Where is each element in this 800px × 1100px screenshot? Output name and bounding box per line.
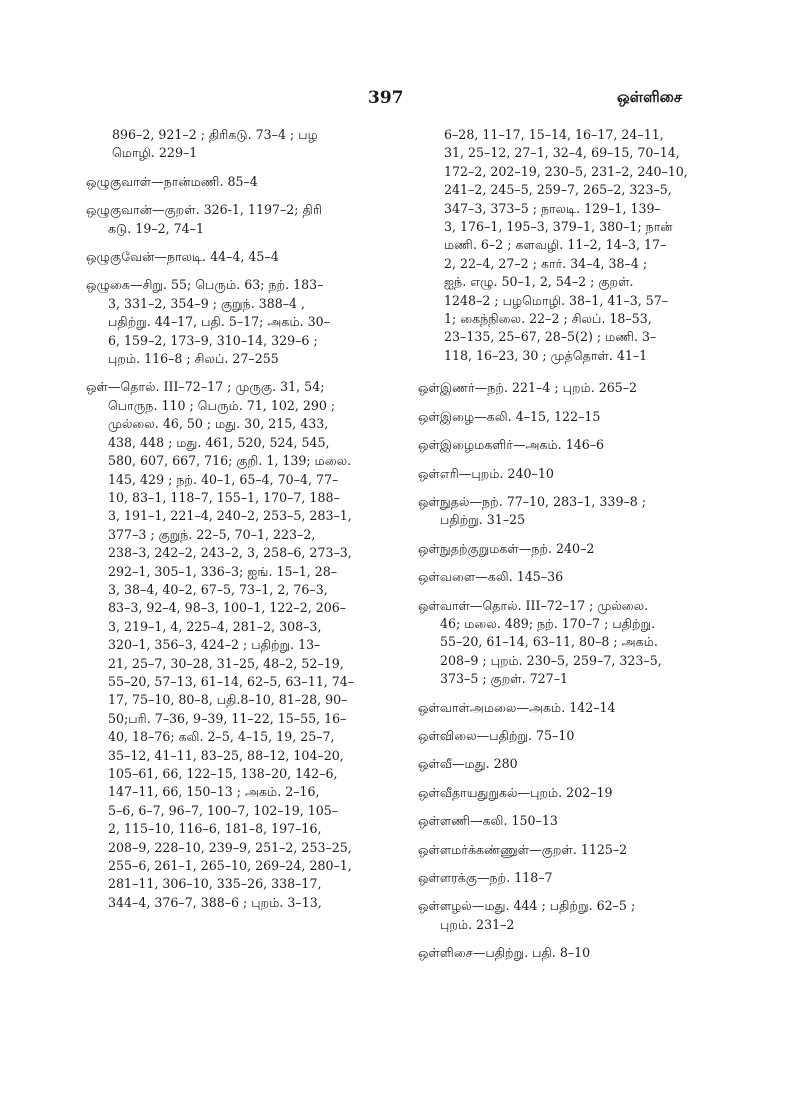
left-column — [86, 126, 386, 922]
index-entry: ஒள்ளிசை—பதிற்று. பதி. 8–10 — [418, 945, 591, 961]
index-entry: ஒள்ளமர்க்கண்ணுள்—குறள். 1125–2 — [418, 841, 628, 857]
page-header — [0, 88, 800, 118]
index-entry: ஒழுகுவான்—குறள். 326-1, 1197–2; திரி கடு. 19–2, 74–1 — [86, 202, 322, 236]
index-entry: ஒள்நுதல்—நற். 77–10, 283–1, 339–8 ; பதிற்று. 31–25 — [418, 493, 647, 528]
index-entry-continuation: 6–28, 11–17, 15–14, 16–17, 24–11, 31, 25–12, 27–1, 32–4, 69–15, 70–14, 172–2, 202–19, 230–5, 231–2, 240–10, 241–2, 245–5, 259–7, 265–2, 323–5, 347–3, 373–5 ; நாலடி. 129–1, 139– 3, 176–1, 195–3, 379–1, 380–1; நான் மணி. 6–2 ; களவழி. 11–2, 14–3, 17– 2, 22–4, 27–2 ; கார். 34–4, 38–4 ; ஐந். எழு. 50–1, 2, 54–2 ; குறள். 1248–2 ; பழமொழி. 38–1, 41–3, 57– 1; கைந்நிலை. 22–2 ; சிலப். 18–53, 23–135, 25–67, 28–5(2) ; மணி. 3– 118, 16–23, 30 ; முத்தொள். 41–1 — [444, 127, 688, 363]
index-entry: ஒள்வளை—கலி. 145–36 — [418, 569, 564, 585]
right-column — [418, 126, 708, 973]
index-entry: ஒள்ளரக்கு—நற். 118–7 — [418, 870, 553, 885]
index-entry: ஒள்வீதாயதுறுகல்—புறம். 202–19 — [418, 784, 613, 800]
index-entry: ஒள்இழைமகளிர்—அகம். 146–6 — [418, 437, 605, 453]
index-entry: ஒள்நுதற்குறுமகள்—நற். 240–2 — [418, 540, 595, 556]
index-entry: ஒள்வீ—மது. 280 — [418, 756, 518, 772]
page-number: 397 — [368, 88, 404, 108]
index-entry: ஒள்—தொல். III–72–17 ; முருகு. 31, 54; பொருந. 110 ; பெரும். 71, 102, 290 ; முல்லை. 46, 50 ; மது. 30, 215, 433, 438, 448 ; மது. 461, 520, 524, 545, 580, 607, 667, 716; குறி. 1, 139; மலை. 145, 429 ; நற். 40–1, 65–4, 70–4, 77– 10, 83–1, 118–7, 155–1, 170–7, 188– 3, 191–1, 221–4, 240–2, 253–5, 283–1, 377–3 ; குறுந். 22–5, 70–1, 223–2, 238–3, 242–2, 243–2, 3, 258–6, 273–3, 292–1, 305–1, 336–3; ஐங். 15–1, 28– 3, 38–4, 40–2, 67–5, 73–1, 2, 76–3, 83–3, 92–4, 98–3, 100–1, 122–2, 206– 3, 219–1, 4, 225–4, 281–2, 308–3, 320–1, 356–3, 424–2 ; பதிற்று. 13– 21, 25–7, 30–28, 31–25, 48–2, 52–19, 55–20, 57–13, 61–14, 62–5, 63–11, 74– 17, 75–10, 80–8, பதி.8–10, 81–28, 90– 50;பரி. 7–36, 9–39, 11–22, 15–55, 16– 40, 18–76; கலி. 2–5, 4–15, 19, 25–7, 35–12, 41–11, 83–25, 88–12, 104–20, 105–61, 66, 122–15, 138–20, 142–6, 147–11, 66, 150–13 ; அகம். 2–16, 5–6, 6–7, 96–7, 100–7, 102–19, 105– 2, 115–10, 116–6, 181–8, 197–16, 208–9, 228–10, 239–9, 251–2, 253–25, 255–6, 261–1, 265–10, 269–24, 280–1, 281–11, 306–10, 335–26, 338–17, 344–4, 376–7, 388–6 ; புறம். 3–13, — [86, 379, 355, 910]
running-head: ஒள்ளிசை — [617, 88, 683, 106]
index-entry: ஒள்வாள்அமலை—அகம். 142–14 — [418, 699, 616, 715]
index-entry: ஒள்வாள்—தொல். III–72–17 ; முல்லை. 46; மலை. 489; நற். 170–7 ; பதிற்று. 55–20, 61–14, 63–11, 80–8 ; அகம். 208–9 ; புறம். 230–5, 259–7, 323–5, 373–5 ; குறள். 727–1 — [418, 597, 662, 687]
index-entry: ஒள்இணர்—நற். 221–4 ; புறம். 265–2 — [418, 380, 638, 396]
index-entry: ஒள்ளழல்—மது. 444 ; பதிற்று. 62–5 ; புறம். 231–2 — [418, 898, 636, 932]
index-entry: ஒழுகை—சிறு. 55; பெரும். 63; நற். 183– 3, 331–2, 354–9 ; குறுந். 388–4 , பதிற்று. 44–17, பதி. 5–17; அகம். 30– 6, 159–2, 173–9, 310–14, 329–6 ; புறம். 116–8 ; சிலப். 27–255 — [86, 277, 330, 367]
index-entry: ஒழுகுவேன்—நாலடி. 44–4, 45–4 — [86, 249, 279, 265]
index-entry: ஒள்எரி—புறம். 240–10 — [418, 465, 554, 481]
index-entry-continuation: 896–2, 921–2 ; திரிகடு. 73–4 ; பழ மொழி. 229–1 — [112, 127, 318, 161]
index-entry: ஒள்இழை—கலி. 4–15, 122–15 — [418, 408, 601, 424]
index-entry: ஒழுகுவாள்—நான்மணி. 85–4 — [86, 173, 258, 189]
index-entry: ஒள்ளணி—கலி. 150–13 — [418, 813, 558, 829]
index-entry: ஒள்விலை—பதிற்று. 75–10 — [418, 727, 575, 743]
